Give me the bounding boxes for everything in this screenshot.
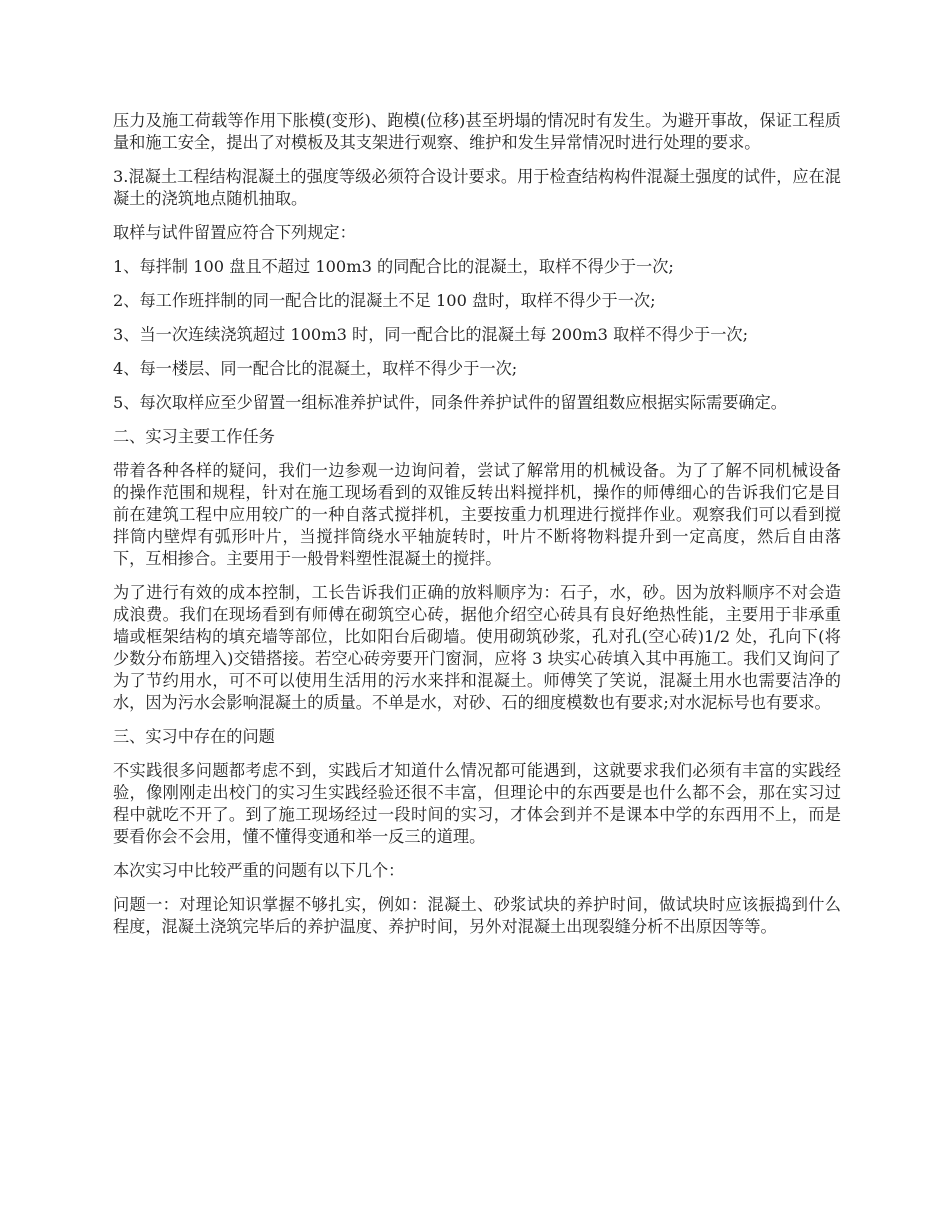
section-heading-main-tasks: 二、实习主要工作任务: [113, 427, 275, 446]
list-item-sampling-2: 2、每工作班拌制的同一配合比的混凝土不足 100 盘时，取样不得少于一次;: [113, 291, 656, 310]
paragraph-problem-one: 问题一：对理论知识掌握不够扎实，例如：混凝土、砂浆试块的养护时间，做试块时应该振捣到什么程度，混凝土浇筑完毕后的养护温度、养护时间，另外对混凝土出现裂缝分析不出原因等等。: [113, 895, 841, 936]
section-heading-problems: 三、实习中存在的问题: [113, 727, 275, 746]
document-page: [113, 110, 841, 950]
list-item-sampling-1: 1、每拌制 100 盘且不超过 100m3 的同配合比的混凝土，取样不得少于一次;: [113, 257, 674, 276]
paragraph-problems-intro: 本次实习中比较严重的问题有以下几个：: [113, 861, 405, 880]
list-item-sampling-4: 4、每一楼层、同一配合比的混凝土，取样不得少于一次;: [113, 359, 518, 378]
paragraph-mixer-description: 带着各种各样的疑问，我们一边参观一边询问着，尝试了解常用的机械设备。为了了解不同机械设备的操作范围和规程，针对在施工现场看到的双锥反转出料搅拌机，操作的师傅细心的告诉我们它是目前在建筑工程中应用较广的一种自落式搅拌机，主要按重力机理进行搅拌作业。观察我们可以看到搅拌筒内壁焊有弧形叶片，当搅拌筒绕水平轴旋转时，叶片不断将物料提升到一定高度，然后自由落下，互相掺合。主要用于一般骨料塑性混凝土的搅拌。: [113, 461, 841, 568]
paragraph-practice-reflection: 不实践很多问题都考虑不到，实践后才知道什么情况都可能遇到，这就要求我们必须有丰富的实践经验，像刚刚走出校门的实习生实践经验还很不丰富，但理论中的东西要是也什么都不会，那在实习过程中就吃不开了。到了施工现场经过一段时间的实习，才体会到并不是课本中学的东西用不上，而是要看你会不会用，懂不懂得变通和举一反三的道理。: [113, 761, 841, 846]
paragraph-cost-control: 为了进行有效的成本控制，工长告诉我们正确的放料顺序为：石子，水，砂。因为放料顺序不对会造成浪费。我们在现场看到有师傅在砌筑空心砖，据他介绍空心砖具有良好绝热性能，主要用于非承重墙或框架结构的填充墙等部位，比如阳台后砌墙。使用砌筑砂浆，孔对孔(空心砖)1/2 处，孔向下(将少数分布筋埋入)交错搭接。若空心砖旁要开门窗洞，应将 3 块实心砖填入其中再施工。我们又询问了为了节约用水，可不可以使用生活用的污水来拌和混凝土。师傅笑了笑说，混凝土用水也需要洁净的水，因为污水会影响混凝土的质量。不单是水，对砂、石的细度模数也有要求;对水泥标号也有要求。: [113, 583, 841, 712]
paragraph-concrete-strength: 3.混凝土工程结构混凝土的强度等级必须符合设计要求。用于检查结构构件混凝土强度的试件，应在混凝土的浇筑地点随机抽取。: [113, 167, 841, 208]
paragraph-sampling-rules-heading: 取样与试件留置应符合下列规定：: [113, 223, 356, 242]
list-item-sampling-3: 3、当一次连续浇筑超过 100m3 时，同一配合比的混凝土每 200m3 取样不得少于一次;: [113, 325, 749, 344]
paragraph-formwork-intro: 压力及施工荷载等作用下胀模(变形)、跑模(位移)甚至坍塌的情况时有发生。为避开事故，保证工程质量和施工安全，提出了对模板及其支架进行观察、维护和发生异常情况时进行处理的要求。: [113, 111, 841, 152]
list-item-sampling-5: 5、每次取样应至少留置一组标准养护试件，同条件养护试件的留置组数应根据实际需要确定。: [113, 393, 787, 412]
